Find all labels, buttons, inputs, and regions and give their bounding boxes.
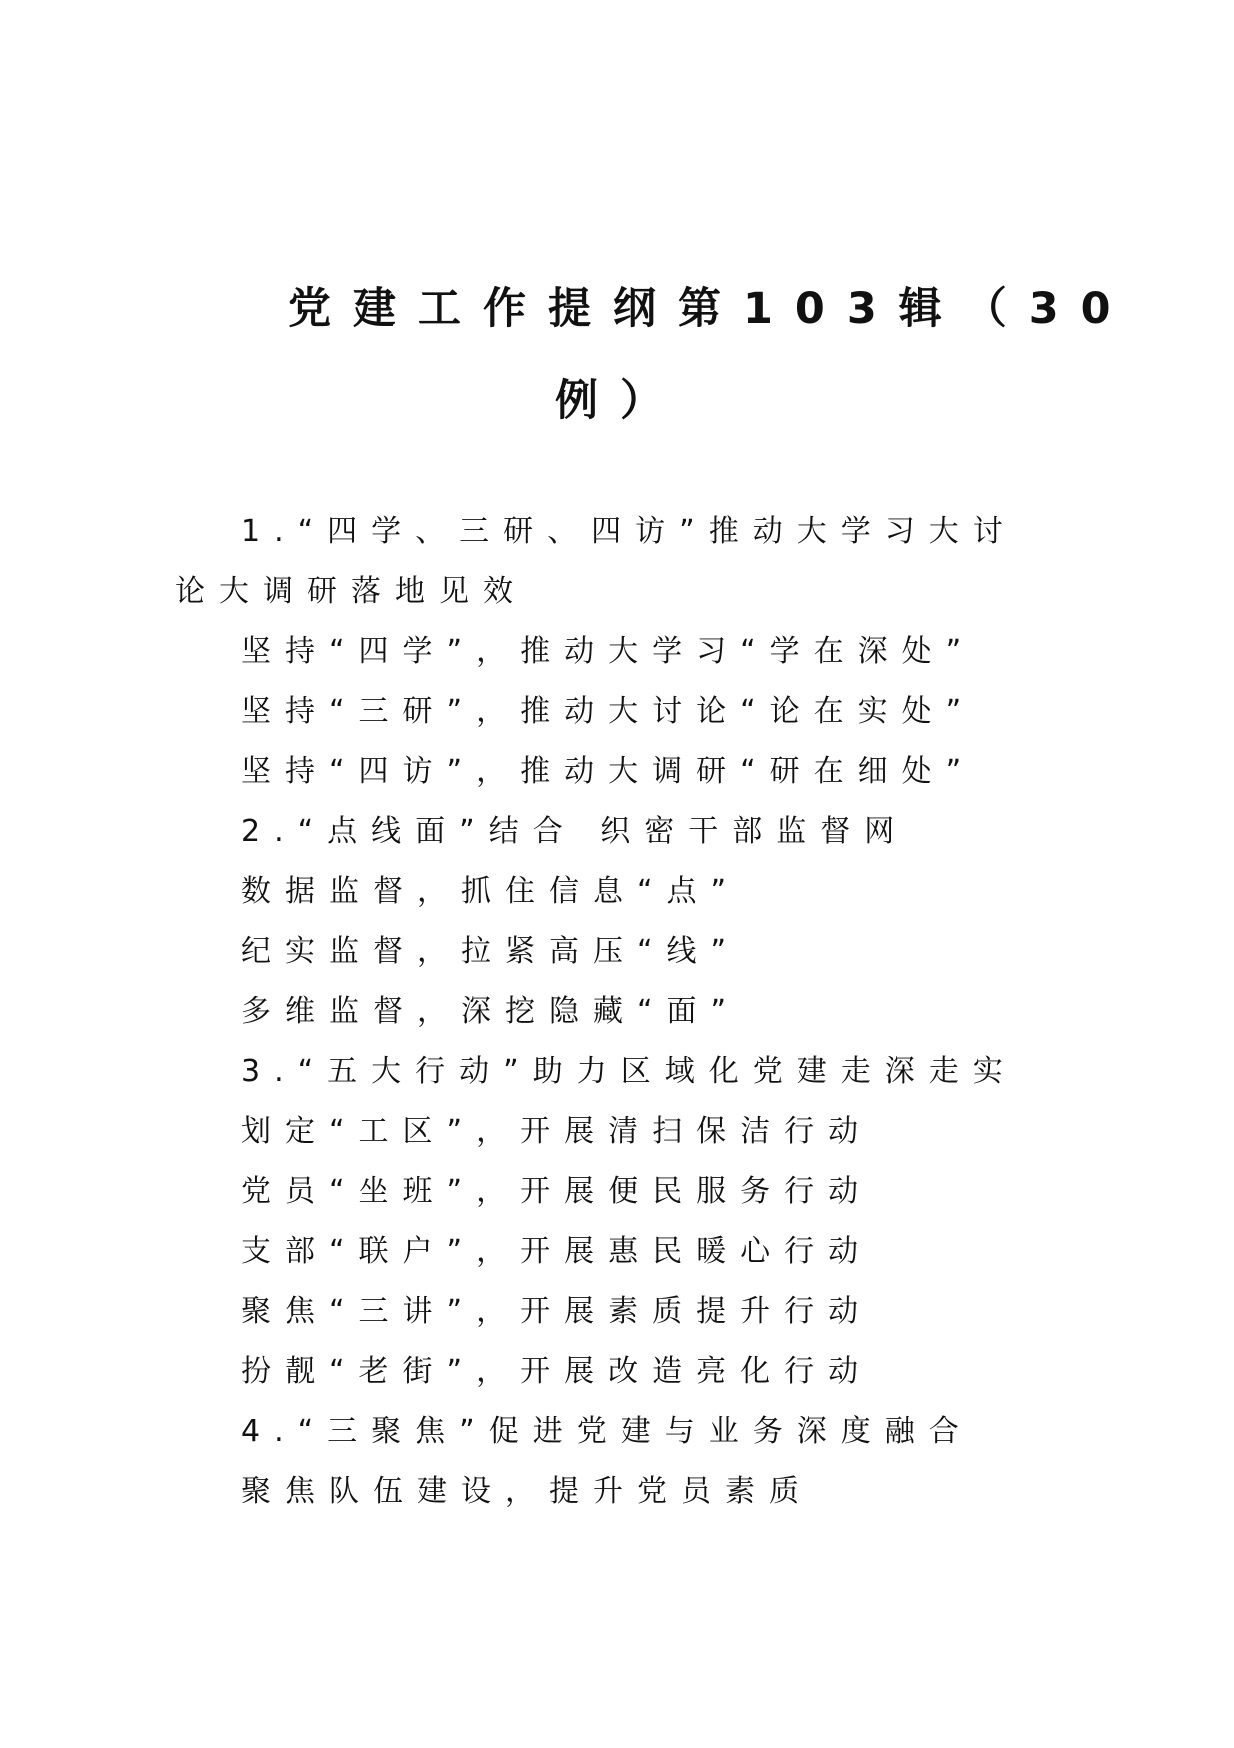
body-line: 支部“联户”，开展惠民暖心行动 — [241, 1234, 873, 1269]
section-heading-1: 1.“四学、三研、四访”推动大学习大讨 — [241, 514, 1017, 549]
body-line: 数据监督，抓住信息“点” — [241, 874, 741, 909]
body-line: 坚持“四学”，推动大学习“学在深处” — [241, 634, 976, 669]
body-line: 坚持“三研”，推动大讨论“论在实处” — [241, 694, 976, 729]
section-heading-3: 3.“五大行动”助力区域化党建走深走实 — [241, 1054, 1017, 1089]
section-heading-4: 4.“三聚焦”促进党建与业务深度融合 — [241, 1414, 973, 1449]
body-line: 聚焦队伍建设，提升党员素质 — [241, 1474, 813, 1509]
section-heading-1-continued: 论大调研落地见效 — [175, 574, 527, 609]
body-line: 聚焦“三讲”，开展素质提升行动 — [241, 1294, 873, 1329]
body-line: 坚持“四访”，推动大调研“研在细处” — [241, 754, 976, 789]
body-line: 多维监督，深挖隐藏“面” — [241, 994, 741, 1029]
body-line: 党员“坐班”，开展便民服务行动 — [241, 1174, 873, 1209]
document-title-line-2: 例） — [555, 376, 685, 426]
section-heading-2: 2.“点线面”结合 织密干部监督网 — [241, 814, 909, 849]
body-line: 纪实监督，拉紧高压“线” — [241, 934, 741, 969]
body-line: 划定“工区”，开展清扫保洁行动 — [241, 1114, 873, 1149]
document-title-line-1: 党建工作提纲第103辑（30 — [288, 284, 1133, 334]
body-line: 扮靓“老街”，开展改造亮化行动 — [241, 1354, 873, 1389]
